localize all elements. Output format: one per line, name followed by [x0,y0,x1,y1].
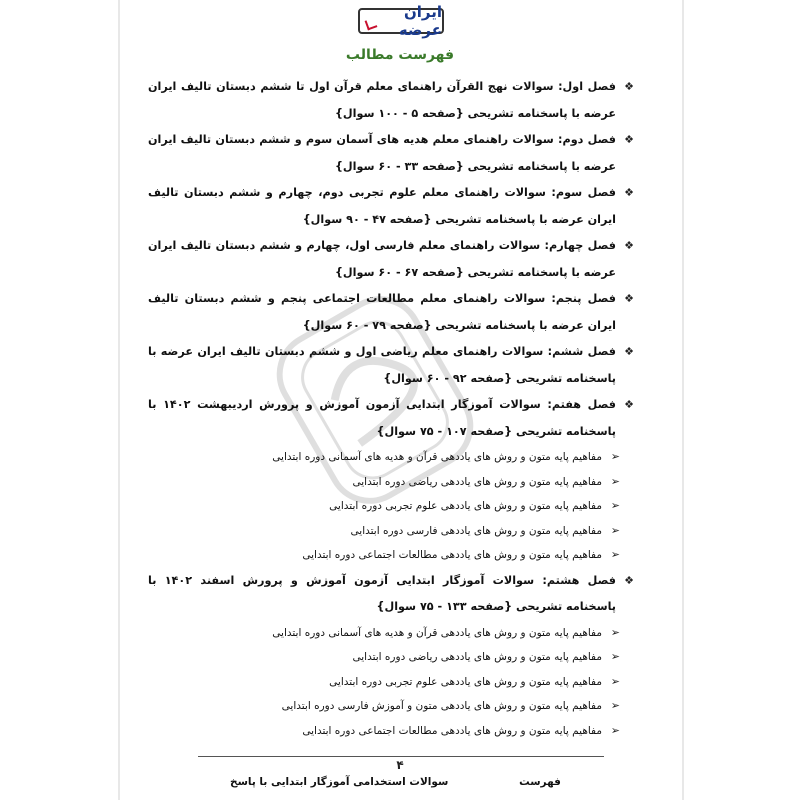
toc-chapter-item [148,568,634,621]
toc-subitem-text: مفاهیم پایه متون و روش های یاددهی مطالعات اجتماعی دوره ابتدایی [302,724,602,737]
bullet-diamond-icon: ❖ [624,239,634,252]
toc-subitem [148,519,634,544]
toc-subitem-text: مفاهیم پایه متون و روش های یاددهی متون و آموزش فارسی دوره ابتدایی [281,700,602,712]
toc-chapter-item [148,74,634,127]
bullet-arrow-icon: ➢ [610,699,620,712]
brand-logo [358,3,444,39]
bullet-arrow-icon: ➢ [610,650,620,663]
footer-divider [198,756,604,757]
bullet-diamond-icon: ❖ [624,573,634,587]
toc-chapter-text: فصل اول: سوالات نهج القرآن راهنمای معلم قرآن اول تا ششم دبستان تالیف ایران عرضه با پاسخنامه تشریحی {صفحه ۵ - ۱۰۰ سوال} [148,80,616,120]
bullet-diamond-icon: ❖ [624,80,634,93]
toc-subitem-text: مفاهیم پایه متون و روش های یاددهی علوم تجربی دوره ابتدایی [329,500,602,512]
toc-subitem [148,494,634,519]
bullet-arrow-icon: ➢ [610,625,620,639]
bullet-arrow-icon: ➢ [610,548,620,561]
toc-subitem-text: مفاهیم پایه متون و روش های یاددهی قرآن و هدیه های آسمانی دوره ابتدایی [272,451,602,463]
toc-subitem-text: مفاهیم پایه متون و روش های یاددهی علوم تجربی دوره ابتدایی [329,675,602,688]
toc-chapter-item [148,233,634,286]
toc-chapter-text: فصل دوم: سوالات راهنمای معلم هدیه های آسمان سوم و ششم دبستان تالیف ایران عرضه با پاسخنامه تشریحی {صفحه ۳۳ - ۶۰ سوال} [148,133,616,173]
page-number: ۴ [396,758,404,772]
toc-subitem-text: مفاهیم پایه متون و روش های یاددهی مطالعات اجتماعی دوره ابتدایی [302,549,602,561]
toc-chapter-text: فصل پنجم: سوالات راهنمای معلم مطالعات اجتماعی پنجم و ششم دبستان تالیف ایران عرضه با پاسخنامه تشریحی {صفحه ۷۹ - ۶۰ سوال} [148,292,616,332]
brand-logo-text: ایران عرضه [398,3,442,39]
bullet-arrow-icon: ➢ [610,499,620,512]
toc-subitem-text: مفاهیم پایه متون و روش های یاددهی قرآن و هدیه های آسمانی دوره ابتدایی [272,626,602,639]
bullet-diamond-icon: ❖ [624,186,634,199]
toc-subitem-text: مفاهیم پایه متون و روش های یاددهی ریاضی دوره ابتدایی [352,651,602,663]
bullet-arrow-icon: ➢ [610,450,620,463]
toc-chapter-item [148,127,634,180]
toc-chapter-text: فصل ششم: سوالات راهنمای معلم ریاضی اول و ششم دبستان تالیف ایران عرضه با پاسخنامه تشریحی {صفحه ۹۲ - ۶۰ سوال} [148,345,616,385]
bullet-arrow-icon: ➢ [610,474,620,488]
bullet-diamond-icon: ❖ [624,133,634,146]
toc-chapter-item [148,339,634,392]
toc-subitem [148,445,634,470]
toc-chapter-text: فصل هفتم: سوالات آموزگار ابتدایی آزمون آموزش و پرورش اردیبهشت ۱۴۰۲ با پاسخنامه تشریحی {صفحه ۱۰۷ - ۷۵ سوال} [148,398,617,438]
toc-subitem [148,694,634,719]
toc-subitem [148,470,634,495]
footer-book-title: سوالات استخدامی آموزگار ابتدایی با پاسخ [230,776,449,788]
toc-chapter-item [148,180,634,233]
toc-subitem [148,719,634,744]
toc-title: فهرست مطالب [345,47,455,63]
toc-subitem [148,543,634,568]
toc-subitem-text: مفاهیم پایه متون و روش های یاددهی ریاضی دوره ابتدایی [352,475,602,488]
bullet-diamond-icon: ❖ [624,398,634,411]
toc-subitem-text: مفاهیم پایه متون و روش های یاددهی فارسی دوره ابتدایی [350,524,602,537]
toc-chapter-text: فصل سوم: سوالات راهنمای معلم علوم تجربی دوم، چهارم و ششم دبستان تالیف ایران عرضه با پاسخنامه تشریحی {صفحه ۴۷ - ۹۰ سوال} [148,186,616,226]
toc-chapter-text: فصل هشتم: سوالات آموزگار ابتدایی آزمون آموزش و پرورش اسفند ۱۴۰۲ با پاسخنامه تشریحی {صفحه ۱۳۳ - ۷۵ سوال} [148,573,616,613]
toc-chapter-text: فصل چهارم: سوالات راهنمای معلم فارسی اول، چهارم و ششم دبستان تالیف ایران عرضه با پاسخنامه تشریحی {صفحه ۶۷ - ۶۰ سوال} [148,239,616,279]
toc-chapter-item [148,392,634,445]
bullet-arrow-icon: ➢ [610,674,620,688]
toc-chapter-item [148,286,634,339]
bullet-diamond-icon: ❖ [624,292,634,305]
bullet-arrow-icon: ➢ [610,723,620,737]
footer-section-label: فهرست [519,776,561,788]
bullet-arrow-icon: ➢ [610,523,620,537]
page-edge-right [682,0,684,800]
page-edge-left [118,0,120,800]
toc-subitem [148,621,634,646]
toc-subitem [148,670,634,695]
toc-subitem [148,645,634,670]
toc-list [148,74,634,743]
bullet-diamond-icon: ❖ [624,345,634,358]
